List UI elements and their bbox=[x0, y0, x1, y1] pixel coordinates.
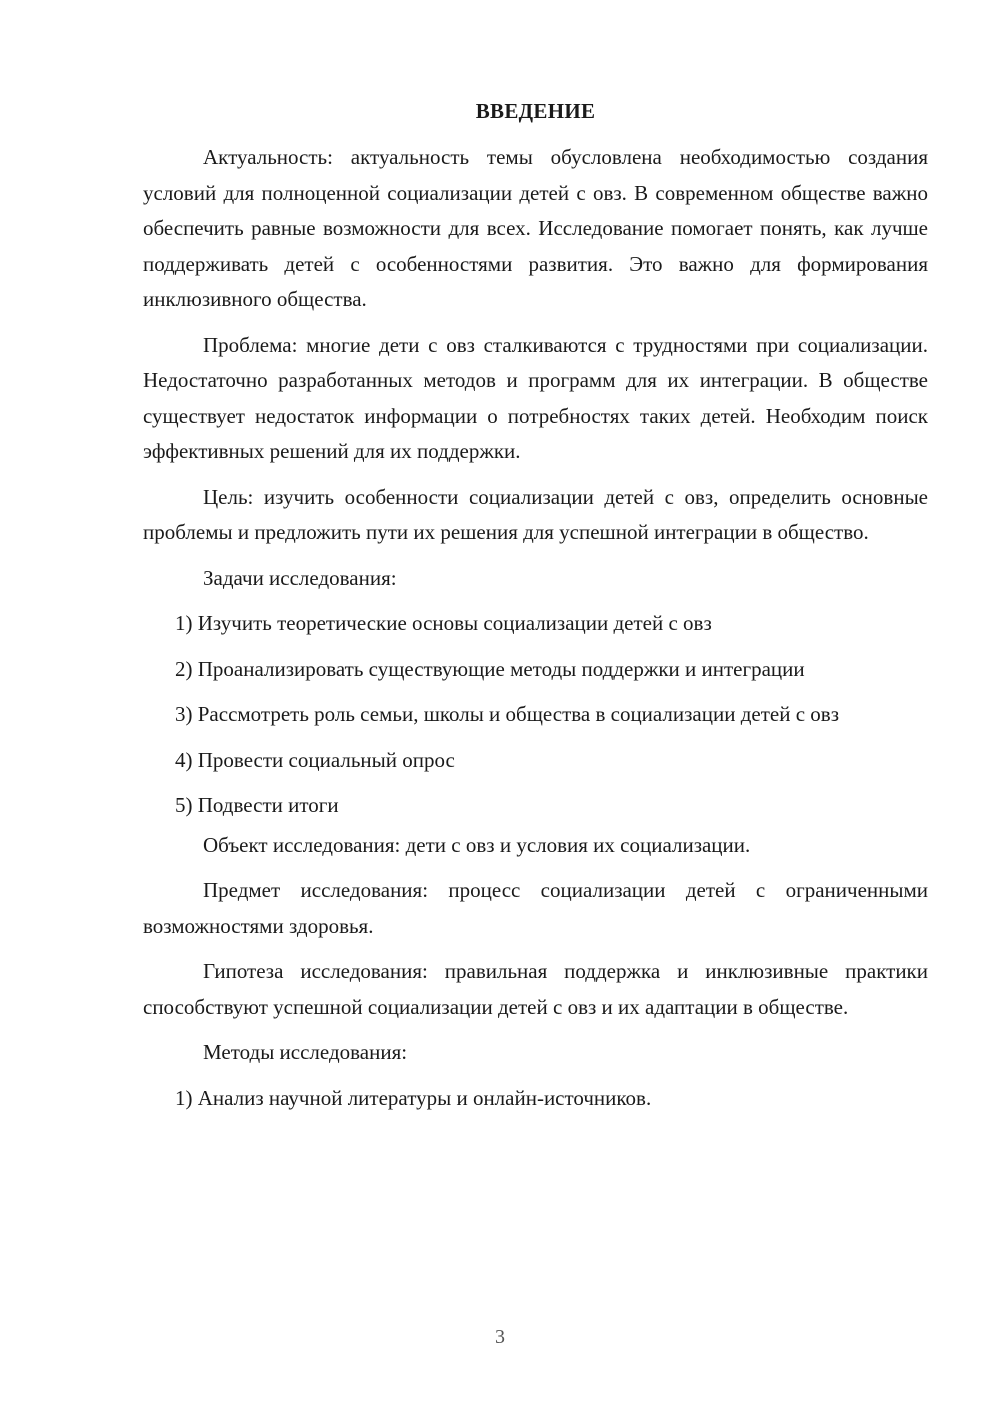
page-content bbox=[143, 96, 928, 1126]
tasks-label: Задачи исследования: bbox=[203, 565, 397, 590]
relevance-paragraph: Актуальность: актуальность темы обусловлена необходимостью создания условий для полноценной социализации детей с овз. В современном обществе важно обеспечить равные возможности для всех. Исследование помогает понять, как лучше поддерживать детей с особенностями развития. Это важно для формирования инклюзивного общества. bbox=[143, 145, 928, 311]
task-item: 5) Подвести итоги bbox=[175, 793, 339, 817]
task-item: 1) Изучить теоретические основы социализации детей с овз bbox=[175, 611, 712, 635]
subject-paragraph: Предмет исследования: процесс социализации детей с ограниченными возможностями здоровья. bbox=[143, 878, 928, 938]
task-item: 2) Проанализировать существующие методы поддержки и интеграции bbox=[175, 656, 805, 681]
method-item: 1) Анализ научной литературы и онлайн-источников. bbox=[175, 1085, 652, 1110]
object-paragraph: Объект исследования: дети с овз и условия их социализации. bbox=[203, 832, 751, 857]
methods-label: Методы исследования: bbox=[203, 1040, 408, 1064]
hypothesis-paragraph: Гипотеза исследования: правильная поддержка и инклюзивные практики способствуют успешной социализации детей с овз и их адаптации в обществе. bbox=[143, 959, 928, 1019]
goal-paragraph: Цель: изучить особенности социализации детей с овз, определить основные проблемы и предложить пути их решения для успешной интеграции в общество. bbox=[143, 484, 928, 544]
task-item: 3) Рассмотреть роль семьи, школы и общества в социализации детей с овз bbox=[175, 702, 839, 726]
page-number: 3 bbox=[495, 1326, 505, 1348]
page-title: ВВЕДЕНИЕ bbox=[475, 99, 596, 123]
task-item: 4) Провести социальный опрос bbox=[175, 747, 455, 772]
problem-paragraph: Проблема: многие дети с овз сталкиваются с трудностями при социализации. Недостаточно разработанных методов и программ для их интеграции. В обществе существует недостаток информации о потребностях таких детей. Необходим поиск эффективных решений для их поддержки. bbox=[143, 332, 928, 463]
